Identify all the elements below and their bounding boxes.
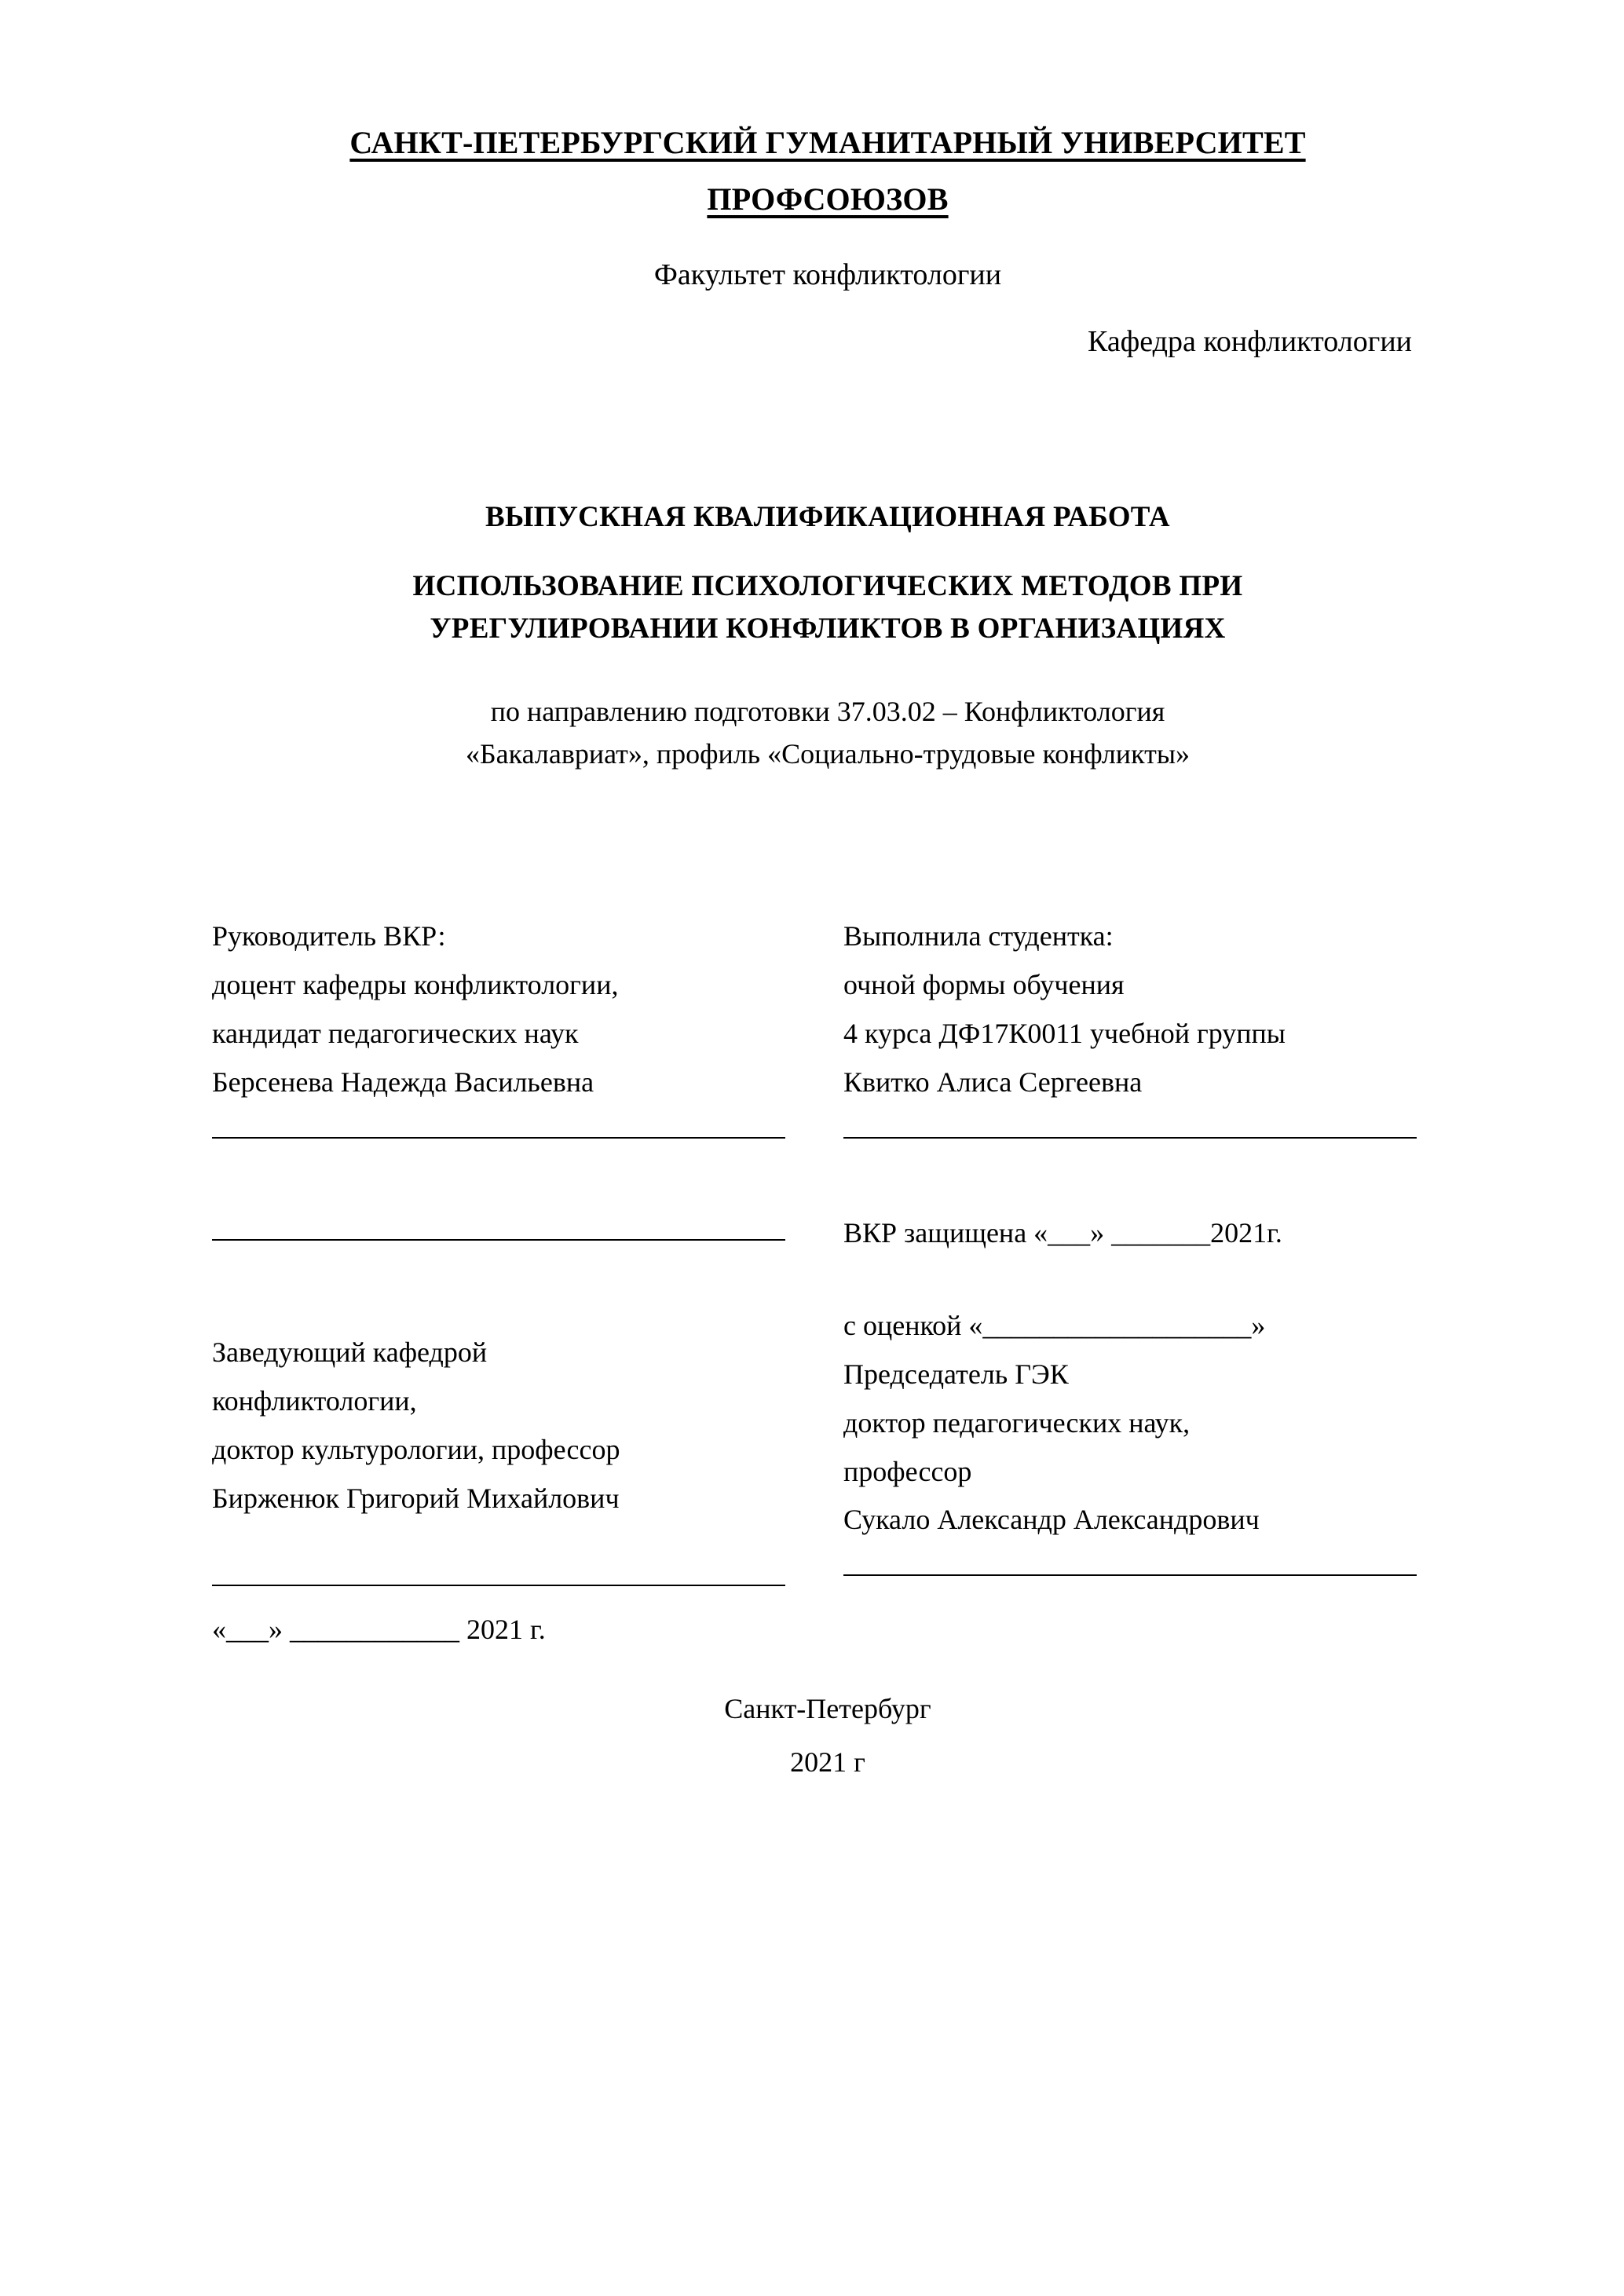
student-label: Выполнила студентка: xyxy=(843,920,1114,952)
faculty-name: Факультет конфликтологии xyxy=(653,258,1002,291)
signatures-left-column xyxy=(212,912,828,1645)
document-header xyxy=(212,118,1443,359)
university-name-text-2: ПРОФСОЮЗОВ xyxy=(707,181,949,217)
student-group: 4 курса ДФ17К0011 учебной группы xyxy=(843,1018,1286,1050)
supervisor-degree: кандидат педагогических наук xyxy=(212,1018,579,1050)
commission-chair-name: Сукало Александр Александрович xyxy=(843,1504,1260,1536)
university-name-line-1 xyxy=(212,118,1443,168)
defense-date-line: ВКР защищена «___» _______2021г. xyxy=(843,1216,1282,1249)
university-name-text-1: САНКТ-ПЕТЕРБУРГСКИЙ ГУМАНИТАРНЫЙ УНИВЕРСИТЕТ xyxy=(349,125,1306,160)
commission-chair-signature-line xyxy=(843,1574,1417,1576)
spacer-right-1 xyxy=(843,1139,1443,1209)
head-of-department-label-1: Заведующий кафедрой xyxy=(212,1336,488,1368)
university-name-line-2 xyxy=(212,174,1443,225)
head-of-department-signature-line xyxy=(212,1585,785,1586)
supervisor-name: Берсенева Надежда Васильевна xyxy=(212,1066,594,1098)
defense-grade-line: с оценкой «___________________» xyxy=(843,1309,1266,1341)
head-of-department-degree: доктор культурологии, профессор xyxy=(212,1433,620,1465)
signatures-right-column xyxy=(828,912,1443,1645)
spacer-right-2 xyxy=(843,1258,1443,1302)
commission-chair-degree: доктор педагогических наук, xyxy=(843,1406,1191,1439)
title-block xyxy=(212,500,1443,775)
footer-block xyxy=(212,1682,1443,1790)
student-form: очной формы обучения xyxy=(843,969,1125,1001)
work-type: ВЫПУСКНАЯ КВАЛИФИКАЦИОННАЯ РАБОТА xyxy=(485,501,1170,533)
department-name: Кафедра конфликтологии xyxy=(1087,325,1412,358)
work-title xyxy=(212,565,1443,649)
work-title-line-2: УРЕГУЛИРОВАНИИ КОНФЛИКТОВ В ОРГАНИЗАЦИЯХ xyxy=(430,612,1226,645)
supervisor-label: Руководитель ВКР: xyxy=(212,920,446,952)
direction-line-2: «Бакалавриат», профиль «Социально-трудовые конфликты» xyxy=(465,738,1191,770)
year-label: 2021 г xyxy=(790,1746,865,1778)
work-title-line-1: ИСПОЛЬЗОВАНИЕ ПСИХОЛОГИЧЕСКИХ МЕТОДОВ ПРИ xyxy=(412,570,1243,602)
student-name: Квитко Алиса Сергеевна xyxy=(843,1066,1143,1098)
spacer-left-1 xyxy=(212,1139,804,1209)
commission-chair-label: Председатель ГЭК xyxy=(843,1358,1069,1390)
signature-date-line: «___» ____________ 2021 г. xyxy=(212,1613,546,1645)
supervisor-position: доцент кафедры конфликтологии, xyxy=(212,969,619,1001)
spacer-left-2 xyxy=(212,1241,804,1329)
direction-line-1: по направлению подготовки 37.03.02 – Конфликтология xyxy=(490,696,1165,728)
commission-chair-rank: профессор xyxy=(843,1455,972,1487)
city-name: Санкт-Петербург xyxy=(724,1692,931,1724)
signatures-section xyxy=(212,912,1443,1645)
head-of-department-name: Бирженюк Григорий Михайлович xyxy=(212,1482,620,1514)
head-of-department-label-2: конфликтологии, xyxy=(212,1384,417,1417)
direction-block xyxy=(212,690,1443,775)
